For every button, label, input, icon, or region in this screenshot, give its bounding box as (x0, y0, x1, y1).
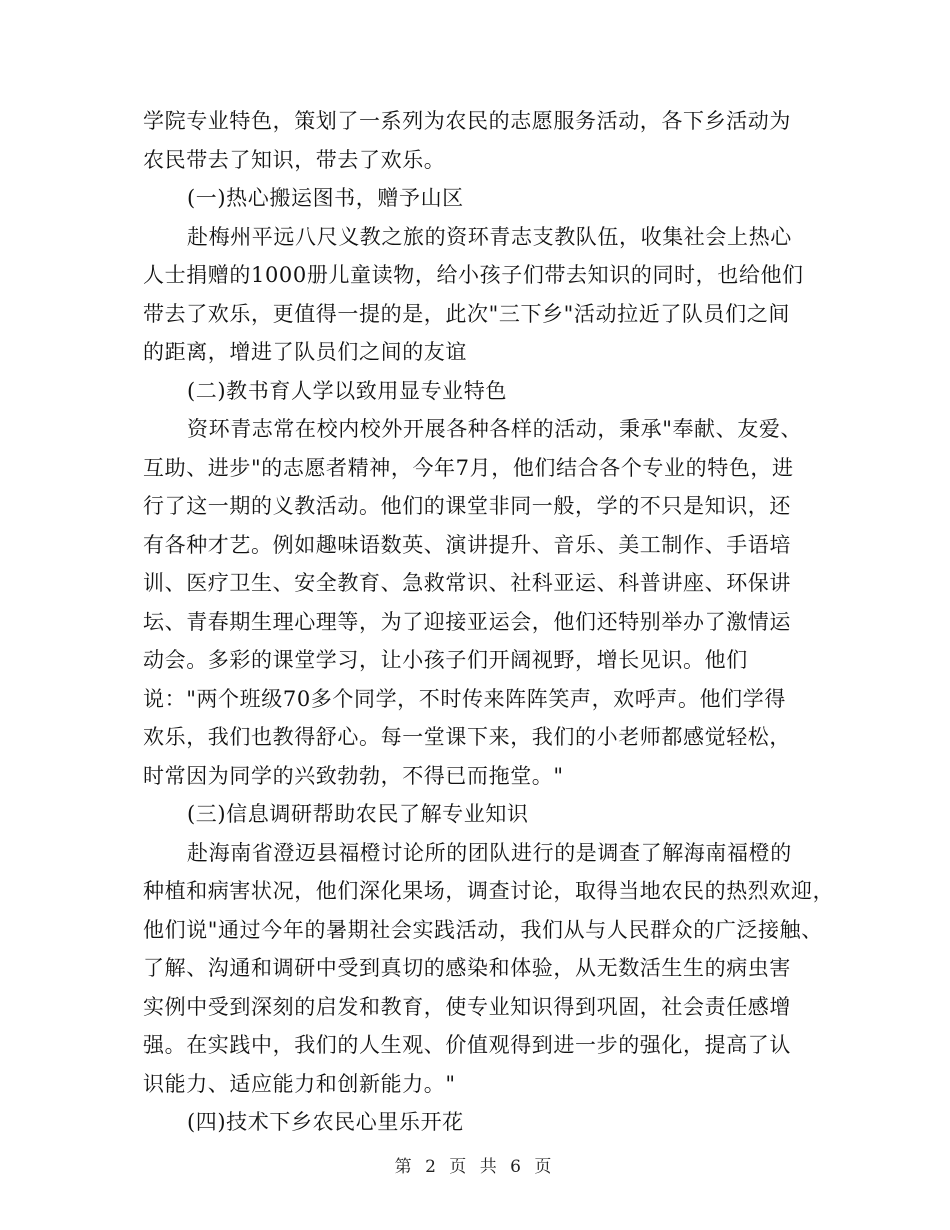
text-line: 训、医疗卫生、安全教育、急救常识、社科亚运、科普讲座、环保讲 (143, 571, 791, 595)
text-line: 说："两个班级70多个同学，不时传来阵阵笑声，欢呼声。他们学得 (143, 686, 786, 711)
text-line: 了解、沟通和调研中受到真切的感染和体验，从无数活生生的病虫害 (143, 956, 791, 980)
text-line: 坛、青春期生理心理等，为了迎接亚运会，他们还特别举办了激情运 (143, 609, 791, 634)
text-line: 互助、进步"的志愿者精神，今年7月，他们结合各个专业的特色，进 (143, 455, 794, 480)
text-line: 的距离，增进了队员们之间的友谊 (143, 340, 467, 364)
text-line: 有各种才艺。例如趣味语数英、演讲提升、音乐、美工制作、手语培 (143, 532, 791, 557)
text-line: 欢乐，我们也教得舒心。每一堂课下来，我们的小老师都感觉轻松， (143, 725, 791, 749)
text-line: 赴海南省澄迈县福橙讨论所的团队进行的是调查了解海南福橙的 (187, 840, 792, 865)
text-line: (三)信息调研帮助农民了解专业知识 (187, 802, 529, 826)
text-line: 他们说"通过今年的暑期社会实践活动，我们从与人民群众的广泛接触、 (143, 917, 823, 942)
text-line: 行了这一期的义教活动。他们的课堂非同一般，学的不只是知识，还 (143, 494, 791, 518)
text-line: (二)教书育人学以致用显专业特色 (187, 378, 507, 403)
text-line: 带去了欢乐，更值得一提的是，此次"三下乡"活动拉近了队员们之间 (143, 301, 790, 326)
text-line: 强。在实践中，我们的人生观、价值观得到进一步的强化，提高了认 (143, 1033, 791, 1057)
document-body (143, 102, 835, 1142)
text-line: 时常因为同学的兴致勃勃，不得已而拖堂。" (143, 763, 564, 788)
page-number-footer: 第 2 页 共 6 页 (394, 1157, 556, 1177)
text-line: 种植和病害状况，他们深化果场，调查讨论，取得当地农民的热烈欢迎， (143, 879, 835, 903)
text-line: 赴梅州平远八尺义教之旅的资环青志支教队伍，收集社会上热心 (187, 224, 792, 249)
text-line: 资环青志常在校内校外开展各种各样的活动，秉承"奉献、友爱、 (187, 417, 803, 441)
text-line: 人士捐赠的1000册儿童读物，给小孩子们带去知识的同时，也给他们 (143, 263, 804, 287)
text-line: 动会。多彩的课堂学习，让小孩子们开阔视野，增长见识。他们 (143, 648, 748, 672)
text-line: 学院专业特色，策划了一系列为农民的志愿服务活动，各下乡活动为 (143, 109, 791, 133)
text-line: 农民带去了知识，带去了欢乐。 (143, 147, 446, 172)
text-line: 识能力、适应能力和创新能力。" (143, 1071, 456, 1096)
text-line: 实例中受到深刻的启发和教育，使专业知识得到巩固，社会责任感增 (143, 994, 791, 1019)
text-line: (四)技术下乡农民心里乐开花 (187, 1110, 464, 1134)
text-line: (一)热心搬运图书，赠予山区 (187, 186, 464, 210)
